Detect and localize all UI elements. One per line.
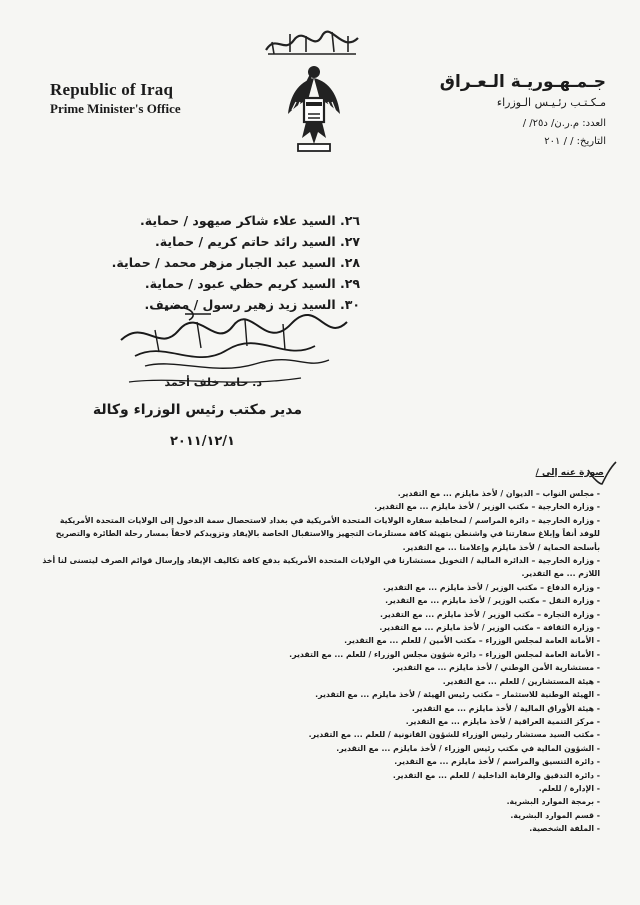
calligraphy-icon [262,28,362,58]
english-title: Republic of Iraq [50,80,174,99]
list-item: - الأمانة العامة لمجلس الوزراء – مكتب الأمين / للعلم ... مع التقدير. [344,636,600,646]
list-item: - وزارة الخارجية – الدائرة المالية / التخويل مستشارنا في الولايات المتحدة الأمريكية بدفع كافة تكاليف الإيفاد وإرسال قوائم الصرف ليتسنى لنا أخذ اللازم ... مع التقدير. [42,556,600,579]
arabic-title: جـمـهـوريـة الـعـراق [439,72,606,92]
document-date: التاريخ: / / ٢٠١ [544,136,606,147]
arabic-subtitle: مـكـتـب رئـيـس الـوزراء [496,96,606,109]
handwritten-check-icon [584,460,618,488]
signatory-name: د. حامد خلف أحمد [164,376,262,389]
list-item: - دائرة التدقيق والرقابة الداخلية / للعلم ... مع التقدير. [392,770,600,780]
list-item: ٢٧. السيد رائد حاتم كريم / حماية. [155,234,360,249]
list-item: ٣٠. السيد زيد زهير رسول / مضيف. [144,297,360,312]
signatory-title: مدير مكتب رئيس الوزراء وكالة [92,402,302,418]
list-item: - قسم الموارد البشرية. [510,810,600,820]
list-item: - وزارة النقل – مكتب الوزير / لأخذ مايلزم ... مع التقدير. [385,596,600,606]
list-item: ٢٨. السيد عبد الجبار مزهر محمد / حماية. [111,255,360,270]
list-item: - الملفة الشخصية. [529,824,600,834]
list-item: - وزارة الثقافة – مكتب الوزير / لأخذ مايلزم ... مع التقدير. [379,623,600,633]
list-item: - الشؤون المالية في مكتب رئيس الوزراء / لأخذ مايلزم ... مع التقدير. [336,743,600,753]
list-item: - وزارة الخارجية – مكتب الوزير / لأخذ مايلزم ... مع التقدير. [374,502,600,512]
copies-heading: صورة عنه إلى / [535,468,604,478]
list-item: - مكتب السيد مستشار رئيس الوزراء للشؤون القانونية / للعلم ... مع التقدير. [308,730,600,740]
list-item: ٢٦. السيد علاء شاكر صيهود / حماية. [140,213,360,228]
list-item: - مجلس النواب – الديوان / لأخذ مايلزم ... مع التقدير. [397,489,600,498]
list-item: - هيئة المستشارين / للعلم ... مع التقدير. [442,676,600,686]
list-item: - الأمانة العامة لمجلس الوزراء – دائرة شؤون مجلس الوزراء / للعلم ... مع التقدير. [289,649,600,659]
list-item: - الإدارة / للعلم. [538,783,600,793]
list-item: - الهيئة الوطنية للاستثمار – مكتب رئيس الهيئة / لأخذ مايلزم ... مع التقدير. [315,690,600,700]
list-item: - دائرة التنسيق والمراسم / لأخذ مايلزم ... مع التقدير. [394,757,600,767]
list-item: - وزارة الدفاع – مكتب الوزير / لأخذ مايلزم ... مع التقدير. [383,582,600,592]
list-item: - وزارة الخارجية – دائرة المراسم / لمخاطبة سفارة الولايات المتحدة الأمريكية في بغداد لاستحصال سمة الدخول إلى الولايات المتحدة الأمريكية للوفد أنفاً وإبلاغ سفارتنا في واشنطن بتهيئة كافة مستلزمات التجهيز والاستقبال الخاصة بالإيفاد وتزويدكم لاحقاً بمسار رحلة الطائرة والتصريح بأسلحة الحماية / لأخذ مايلزم وإعلامنا ... مع التقدير. [55,515,600,552]
copies-list [40,487,600,836]
list-item: - مركز التنمية العراقية / لأخذ مايلزم ... مع التقدير. [405,716,600,726]
list-item: - وزارة التجارة – مكتب الوزير / لأخذ مايلزم ... مع التقدير. [380,609,600,619]
list-item: - هيئة الأوراق المالية / لأخذ مايلزم ... مع التقدير. [411,703,600,713]
list-item: ٢٩. السيد كريم حظي عبود / حماية. [144,276,360,291]
list-item: - مستشارية الأمن الوطني / لأخذ مايلزم ... مع التقدير. [392,663,600,673]
reference-number: العدد: م.ر.ن/ د٢٥/ / [522,118,606,129]
english-subtitle: Prime Minister's Office [50,101,181,116]
iraq-eagle-emblem-icon [286,62,342,156]
list-item: - برمجة الموارد البشرية. [506,797,600,807]
signature-date: ٢٠١١/١٢/١ [169,434,235,449]
